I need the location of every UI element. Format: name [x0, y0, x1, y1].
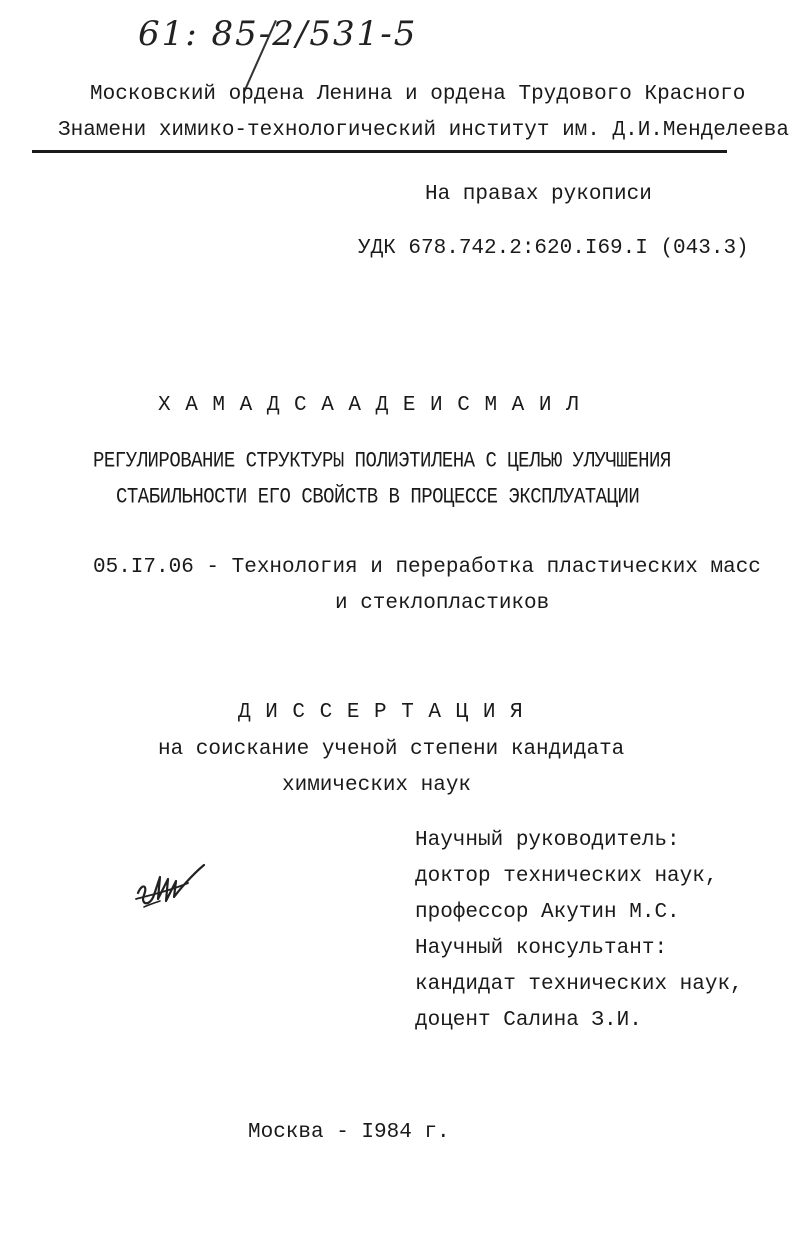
institute-line-2: Знамени химико-технологический институт им. Д.И.Менделеева	[58, 119, 789, 142]
supervisor-name: профессор Акутин М.С.	[415, 901, 680, 924]
author-name: Х А М А Д С А А Д Е И С М А И Л	[158, 394, 580, 417]
manuscript-note: На правах рукописи	[425, 183, 652, 206]
consultant-heading: Научный консультант:	[415, 937, 668, 960]
archive-number: 61: 85-2/531-5	[138, 14, 418, 54]
consultant-degree: кандидат технических наук,	[415, 973, 743, 996]
specialty-line-1: 05.I7.06 - Технология и переработка пластических масс	[93, 556, 761, 579]
specialty-line-2: и стеклопластиков	[335, 592, 550, 615]
dissertation-heading: Д И С С Е Р Т А Ц И Я	[238, 701, 524, 724]
signature-icon	[130, 855, 210, 915]
consultant-name: доцент Салина З.И.	[415, 1009, 642, 1032]
header-divider	[32, 150, 727, 153]
dissertation-purpose: на соискание ученой степени кандидата	[158, 738, 625, 761]
city-year: Москва - I984 г.	[248, 1121, 450, 1144]
title-line-2: СТАБИЛЬНОСТИ ЕГО СВОЙСТВ В ПРОЦЕССЕ ЭКСПЛУАТАЦИИ	[116, 484, 640, 510]
dissertation-field: химических наук	[282, 774, 472, 797]
institute-line-1: Московский ордена Ленина и ордена Трудового Красного	[90, 83, 746, 106]
title-line-1: РЕГУЛИРОВАНИЕ СТРУКТУРЫ ПОЛИЭТИЛЕНА С ЦЕЛЬЮ УЛУЧШЕНИЯ	[93, 448, 671, 474]
supervisor-degree: доктор технических наук,	[415, 865, 718, 888]
supervisor-heading: Научный руководитель:	[415, 829, 680, 852]
udc-code: УДК 678.742.2:620.I69.I (043.3)	[358, 237, 749, 260]
